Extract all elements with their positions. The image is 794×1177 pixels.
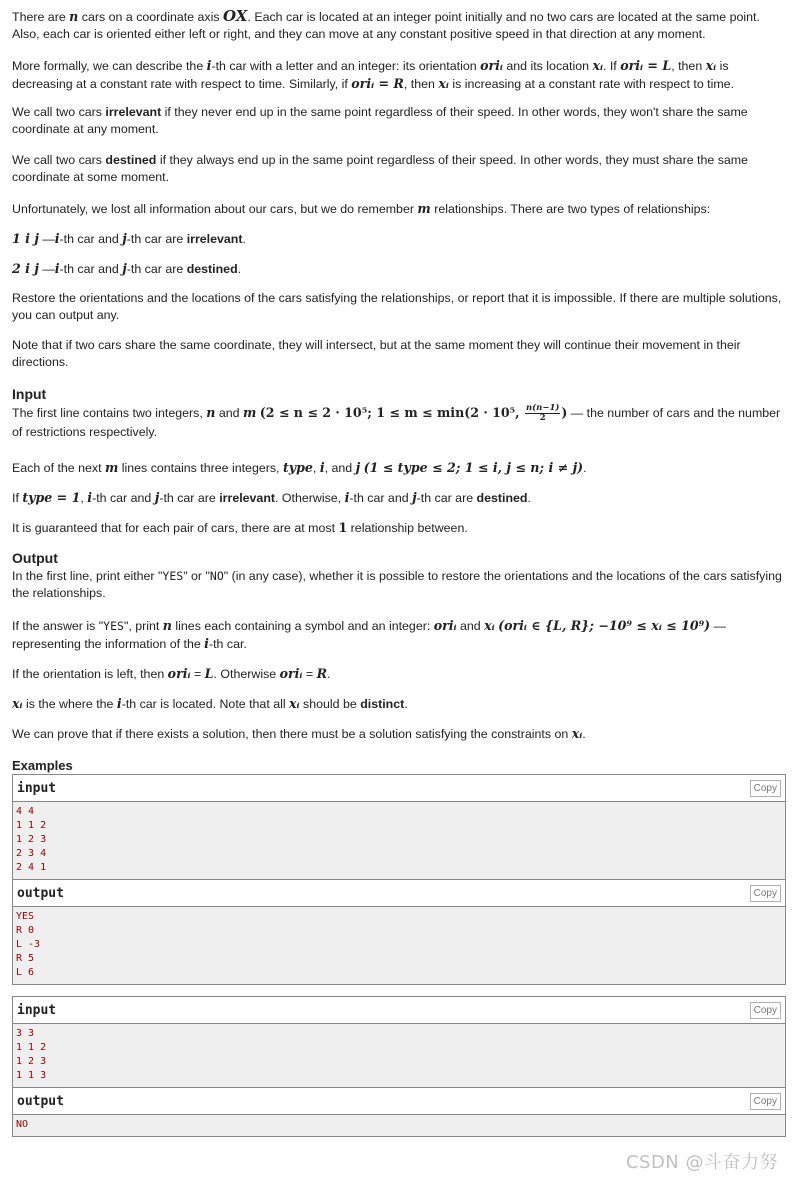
fraction-n-n-minus-1-over-2: $\frac{n(n-1)}{2}$ — [525, 403, 560, 424]
example-2-output-header — [13, 1087, 785, 1115]
example-2-input-copy-button[interactable]: Copy — [750, 1002, 781, 1019]
output-paragraph-5: We can prove that if there exists a solution, then there must be a solution satisfying the constraints on xᵢ. — [12, 726, 586, 741]
statement-paragraph-3: We call two cars irrelevant if they never end up in the same point regardless of their speed. In other words, they won't share the same coordinate at any moment. — [12, 105, 748, 136]
example-2-output-title: output — [17, 1094, 64, 1109]
example-1-output-header — [13, 879, 785, 907]
example-2-input-header — [13, 997, 785, 1024]
statement-paragraph-6: Restore the orientations and the locations of the cars satisfying the relationships, or report that it is impossible. If there are multiple solutions, you can output any. — [12, 291, 782, 322]
example-1-output-body: YES R 0 L -3 R 5 L 6 — [13, 907, 785, 984]
example-2 — [12, 996, 786, 1137]
statement-paragraph-2: More formally, we can describe the i-th car with a letter and an integer: its orientation oriᵢ and its location xᵢ. If oriᵢ = L, then xᵢ is decreasing at a constant rate with respect to time. Similarly, if oriᵢ = R, then xᵢ is increasing at a constant rate with respect to time. — [12, 58, 735, 91]
output-paragraph-4: xᵢ is the where the i-th car is located. Note that all xᵢ should be distinct. — [12, 696, 408, 711]
keyword-irrelevant: irrelevant — [105, 105, 162, 119]
output-heading: Output — [12, 550, 58, 566]
statement-paragraph-1: There are n cars on a coordinate axis OX. Each car is located at an integer point initially and no two cars are located at the same point. Also, each car is oriented either left or right, and they can move at any constant positive speed in that direction at any moment. — [12, 7, 760, 41]
relationship-type-2: 2 i j —i-th car and j-th car are destined. — [12, 261, 242, 276]
example-2-output-copy-button[interactable]: Copy — [750, 1093, 781, 1110]
example-1-output-title: output — [17, 886, 64, 901]
examples-label: Examples — [12, 758, 73, 773]
example-1 — [12, 774, 786, 985]
output-paragraph-3: If the orientation is left, then oriᵢ = L. Otherwise oriᵢ = R. — [12, 666, 331, 681]
example-2-input-title: input — [17, 1003, 57, 1018]
example-1-input-body: 4 4 1 1 2 1 2 3 2 3 4 2 4 1 — [13, 802, 785, 879]
example-1-input-header — [13, 775, 785, 802]
input-paragraph-1: The first line contains two integers, n and m (2 ≤ n ≤ 2 · 10⁵; 1 ≤ m ≤ min(2 · 10⁵, $\frac{n(n-1)}{2}$ ) — the number of cars and the number of restrictions respectively. — [12, 403, 781, 440]
output-paragraph-1: In the first line, print either "YES" or "NO" (in any case), whether it is possible to restore the orientations and the locations of the cars satisfying the relationships. — [12, 569, 782, 600]
example-1-input-title: input — [17, 781, 57, 796]
input-heading: Input — [12, 386, 47, 402]
relationship-type-1: 1 i j —i-th car and j-th car are irrelevant. — [12, 231, 246, 246]
statement-paragraph-5: Unfortunately, we lost all information about our cars, but we do remember m relationships. There are two types of relationships: — [12, 201, 711, 216]
output-paragraph-2: If the answer is "YES", print n lines each containing a symbol and an integer: oriᵢ and xᵢ (oriᵢ ∈ {L, R}; −10⁹ ≤ xᵢ ≤ 10⁹) — representing the information of the i-th car. — [12, 618, 726, 651]
input-paragraph-4: It is guaranteed that for each pair of cars, there are at most 1 relationship between. — [12, 520, 468, 535]
statement-paragraph-7: Note that if two cars share the same coordinate, they will intersect, but at the same moment they will continue their movement in their directions. — [12, 338, 741, 369]
statement-paragraph-4: We call two cars destined if they always end up in the same point regardless of their speed. In other words, they must share the same coordinate at some moment. — [12, 153, 748, 184]
example-1-input-copy-button[interactable]: Copy — [750, 780, 781, 797]
example-1-output-copy-button[interactable]: Copy — [750, 885, 781, 902]
example-2-input-body: 3 3 1 1 2 1 2 3 1 1 3 — [13, 1024, 785, 1087]
example-2-output-body: NO — [13, 1115, 785, 1136]
keyword-distinct: distinct — [360, 697, 405, 711]
keyword-destined: destined — [105, 153, 157, 167]
input-paragraph-3: If type = 1, i-th car and j-th car are irrelevant. Otherwise, i-th car and j-th car are destined. — [12, 490, 531, 505]
input-paragraph-2: Each of the next m lines contains three integers, type, i, and j (1 ≤ type ≤ 2; 1 ≤ i, j ≤ n; i ≠ j). — [12, 460, 587, 475]
csdn-watermark: CSDN @斗奋力努 — [625, 1152, 778, 1173]
